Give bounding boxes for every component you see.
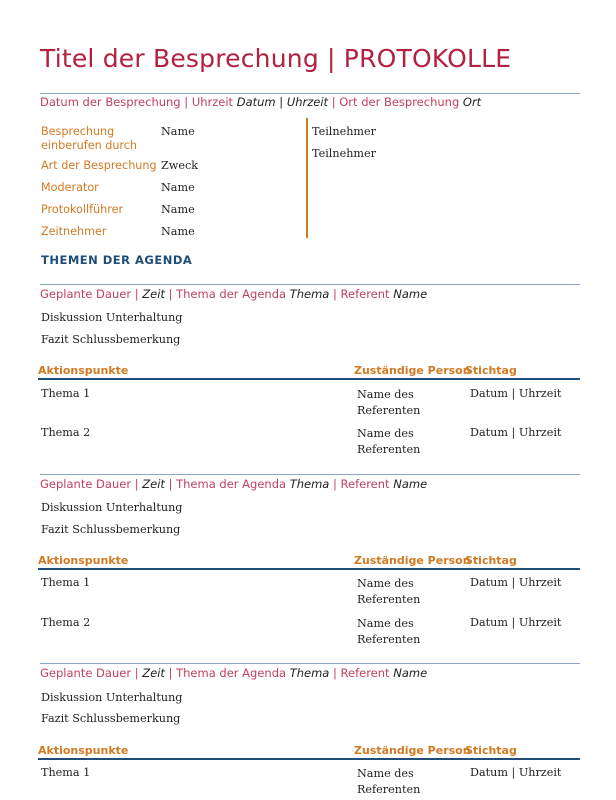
detail-value-moderator: Name bbox=[161, 181, 195, 194]
topic-value: Thema bbox=[289, 666, 330, 680]
topic-value: Thema bbox=[289, 287, 330, 301]
action-person: Name des Referenten bbox=[357, 767, 421, 796]
separator: | bbox=[134, 666, 139, 680]
action-deadline: Datum | Uhrzeit bbox=[470, 616, 562, 629]
duration-label: Geplante Dauer bbox=[40, 666, 132, 680]
place-label: Ort der Besprechung bbox=[339, 95, 460, 109]
agenda-item-line bbox=[40, 287, 427, 301]
section-divider bbox=[40, 663, 580, 664]
conclusion-text: Fazit Schlussbemerkung bbox=[41, 333, 181, 346]
action-topic: Thema 2 bbox=[41, 426, 91, 439]
actions-rule bbox=[38, 568, 580, 570]
person-header: Zuständige Person bbox=[354, 364, 471, 377]
action-topic: Thema 2 bbox=[41, 616, 91, 629]
action-deadline: Datum | Uhrzeit bbox=[470, 766, 562, 779]
action-person: Name des Referenten bbox=[357, 577, 421, 606]
topic-value: Thema bbox=[289, 477, 330, 491]
detail-value-convened: Name bbox=[161, 125, 195, 138]
separator: | bbox=[331, 95, 336, 109]
discussion-text: Diskussion Unterhaltung bbox=[41, 501, 183, 514]
details-divider bbox=[306, 118, 308, 238]
actions-header: Aktionspunkte bbox=[38, 554, 129, 567]
detail-label-convened: Besprechung einberufen durch bbox=[41, 125, 138, 152]
duration-value: Zeit bbox=[142, 477, 165, 491]
place-value: Ort bbox=[462, 95, 482, 109]
actions-header: Aktionspunkte bbox=[38, 744, 129, 757]
action-deadline: Datum | Uhrzeit bbox=[470, 576, 562, 589]
title-divider bbox=[40, 93, 580, 94]
agenda-heading: THEMEN DER AGENDA bbox=[41, 253, 193, 267]
action-deadline: Datum | Uhrzeit bbox=[470, 426, 562, 439]
date-value: Datum bbox=[236, 95, 276, 109]
detail-label-minutes: Protokollführer bbox=[41, 203, 124, 216]
detail-value-timekeeper: Name bbox=[161, 225, 195, 238]
actions-rule bbox=[38, 378, 580, 380]
separator: | bbox=[134, 287, 139, 301]
deadline-header: Stichtag bbox=[465, 364, 517, 377]
separator: | bbox=[168, 477, 173, 491]
separator: | bbox=[279, 95, 284, 109]
action-person: Name des Referenten bbox=[357, 427, 421, 456]
presenter-value: Name bbox=[393, 287, 428, 301]
detail-value-type: Zweck bbox=[161, 159, 199, 172]
separator: | bbox=[184, 95, 189, 109]
actions-rule bbox=[38, 758, 580, 760]
participant: Teilnehmer bbox=[312, 147, 376, 160]
topic-label: Thema der Agenda bbox=[176, 287, 287, 301]
presenter-value: Name bbox=[393, 666, 428, 680]
detail-label-moderator: Moderator bbox=[41, 181, 99, 194]
action-deadline: Datum | Uhrzeit bbox=[470, 387, 562, 400]
person-header: Zuständige Person bbox=[354, 554, 471, 567]
participant: Teilnehmer bbox=[312, 125, 376, 138]
agenda-item-line bbox=[40, 666, 427, 680]
conclusion-text: Fazit Schlussbemerkung bbox=[41, 712, 181, 725]
separator: | bbox=[168, 287, 173, 301]
duration-value: Zeit bbox=[142, 287, 165, 301]
date-label: Datum der Besprechung bbox=[40, 95, 181, 109]
action-person: Name des Referenten bbox=[357, 617, 421, 646]
section-divider bbox=[40, 284, 580, 285]
duration-label: Geplante Dauer bbox=[40, 477, 132, 491]
action-person: Name des Referenten bbox=[357, 388, 421, 417]
presenter-label: Referent bbox=[340, 287, 390, 301]
separator: | bbox=[134, 477, 139, 491]
topic-label: Thema der Agenda bbox=[176, 477, 287, 491]
time-value: Uhrzeit bbox=[286, 95, 329, 109]
topic-label: Thema der Agenda bbox=[176, 666, 287, 680]
separator: | bbox=[168, 666, 173, 680]
presenter-label: Referent bbox=[340, 666, 390, 680]
page-title: Titel der Besprechung | PROTOKOLLE bbox=[40, 44, 512, 73]
action-topic: Thema 1 bbox=[41, 576, 91, 589]
action-topic: Thema 1 bbox=[41, 766, 91, 779]
person-header: Zuständige Person bbox=[354, 744, 471, 757]
section-divider bbox=[40, 474, 580, 475]
deadline-header: Stichtag bbox=[465, 744, 517, 757]
time-label: Uhrzeit bbox=[191, 95, 234, 109]
presenter-label: Referent bbox=[340, 477, 390, 491]
separator: | bbox=[333, 477, 337, 491]
detail-label-timekeeper: Zeitnehmer bbox=[41, 225, 107, 238]
conclusion-text: Fazit Schlussbemerkung bbox=[41, 523, 181, 536]
presenter-value: Name bbox=[393, 477, 428, 491]
agenda-item-line bbox=[40, 477, 427, 491]
discussion-text: Diskussion Unterhaltung bbox=[41, 311, 183, 324]
deadline-header: Stichtag bbox=[465, 554, 517, 567]
actions-header: Aktionspunkte bbox=[38, 364, 129, 377]
meeting-meta-line bbox=[40, 95, 481, 109]
duration-label: Geplante Dauer bbox=[40, 287, 132, 301]
detail-label-type: Art der Besprechung bbox=[41, 159, 157, 172]
separator: | bbox=[333, 287, 337, 301]
detail-value-minutes: Name bbox=[161, 203, 195, 216]
discussion-text: Diskussion Unterhaltung bbox=[41, 691, 183, 704]
duration-value: Zeit bbox=[142, 666, 165, 680]
separator: | bbox=[333, 666, 337, 680]
action-topic: Thema 1 bbox=[41, 387, 91, 400]
